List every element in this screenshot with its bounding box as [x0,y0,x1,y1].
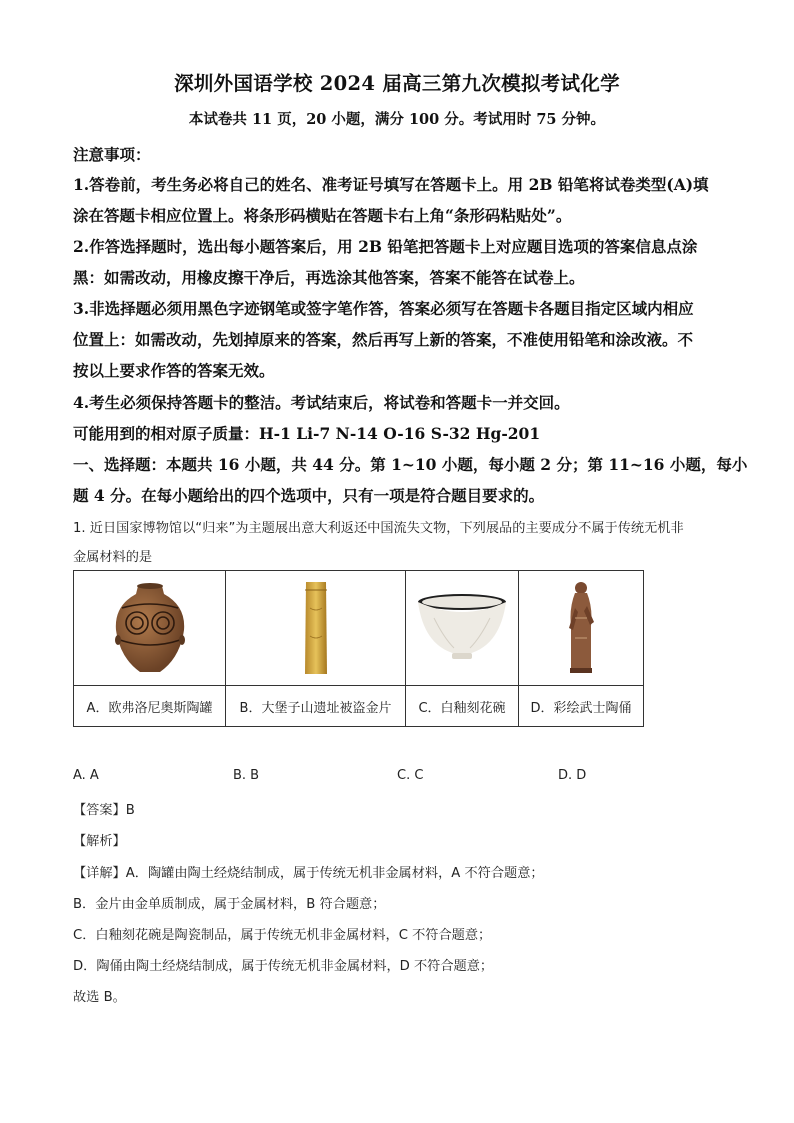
analysis-detail: D．陶俑由陶土经烧结制成，属于传统无机非金属材料，D 不符合题意； [73,959,494,974]
exhibit-caption: A．欧弗洛尼奥斯陶罐 [74,686,226,727]
exhibit-image-cell [519,571,644,686]
exhibit-image-cell [74,571,226,686]
notes-line: 4.考生必须保持答题卡的整洁。考试结束后，将试卷和答题卡一并交回。 [73,393,570,412]
notes-line: 位置上：如需改动，先划掉原来的答案，然后再写上新的答案，不准使用铅笔和涂改液。不 [73,330,694,349]
exhibit-image-cell [226,571,406,686]
warrior-figurine-icon [561,578,601,678]
analysis-detail: 【详解】A．陶罐由陶土经烧结制成，属于传统无机非金属材料，A 不符合题意； [73,866,544,881]
exhibit-caption: C．白釉刻花碗 [406,686,519,727]
page-title: 深圳外国语学校 2024 届高三第九次模拟考试化学 [174,72,620,95]
notes-heading: 注意事项： [73,145,151,164]
answer-label: 【答案】B [73,803,135,818]
notes-line: 2.作答选择题时，选出每小题答案后，用 2B 铅笔把答题卡上对应题目选项的答案信息点涂 [73,237,698,256]
choice-option: D. D [558,768,587,783]
white-bowl-icon [414,588,510,668]
analysis-label: 【解析】 [73,834,126,849]
choice-option: B. B [233,768,260,783]
exhibit-table [73,570,644,727]
pottery-jar-icon [110,578,190,678]
atomic-masses: 可能用到的相对原子质量：H-1 Li-7 N-14 O-16 S-32 Hg-201 [73,424,541,443]
analysis-detail: B．金片由金单质制成，属于金属材料，B 符合题意； [73,897,386,912]
analysis-conclusion: 故选 B。 [73,990,126,1005]
section-instructions: 题 4 分。在每小题给出的四个选项中，只有一项是符合题目要求的。 [73,486,545,505]
page-subtitle: 本试卷共 11 页，20 小题，满分 100 分。考试用时 75 分钟。 [188,111,606,128]
choice-option: C. C [397,768,424,783]
notes-line: 1.答卷前，考生务必将自己的姓名、准考证号填写在答题卡上。用 2B 铅笔将试卷类型(A)填 [73,175,709,194]
notes-line: 涂在答题卡相应位置上。将条形码横贴在答题卡右上角“条形码粘贴处”。 [73,206,572,225]
choice-option: A. A [73,768,99,783]
exhibit-caption: D．彩绘武士陶俑 [519,686,644,727]
analysis-detail: C．白釉刻花碗是陶瓷制品，属于传统无机非金属材料，C 不符合题意； [73,928,492,943]
question-stem: 金属材料的是 [73,550,153,565]
question-stem: 1. 近日国家博物馆以“归来”为主题展出意大利返还中国流失文物，下列展品的主要成分不属于传统无机非 [73,521,684,536]
notes-line: 3.非选择题必须用黑色字迹钢笔或签字笔作答，答案必须写在答题卡各题目指定区域内相应 [73,299,694,318]
notes-line: 按以上要求作答的答案无效。 [73,361,275,380]
section-instructions: 一、选择题：本题共 16 小题，共 44 分。第 1~10 小题，每小题 2 分；第 11~16 小题，每小 [73,455,748,474]
gold-sheet-icon [296,578,336,678]
exhibit-image-cell [406,571,519,686]
exhibit-caption: B．大堡子山遗址被盗金片 [226,686,406,727]
notes-line: 黑：如需改动，用橡皮擦干净后，再选涂其他答案，答案不能答在试卷上。 [73,268,585,287]
